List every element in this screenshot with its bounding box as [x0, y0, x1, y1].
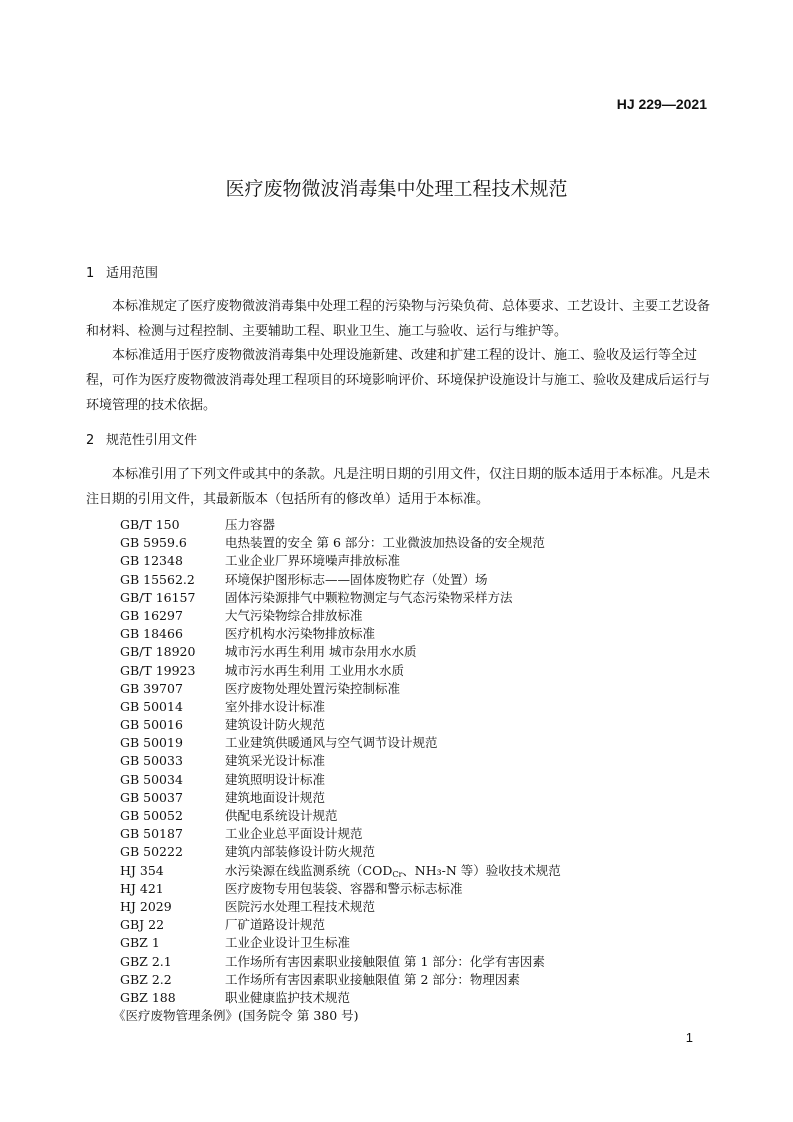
reference-code: GB 50014 — [120, 698, 183, 714]
reference-title: 工业企业厂界环境噪声排放标准 — [225, 553, 401, 569]
reference-code: GBZ 188 — [120, 989, 176, 1005]
reference-title-part: 、NH₃-N 等）验收技术规范 — [402, 862, 561, 878]
reference-title: 固体污染源排气中颗粒物测定与气态污染物采样方法 — [225, 589, 513, 605]
reference-code: GB 16297 — [120, 607, 183, 623]
reference-item — [120, 934, 720, 952]
reference-title: 职业健康监护技术规范 — [225, 989, 351, 1005]
section-1-title: 适用范围 — [106, 266, 159, 281]
reference-title: 环境保护图形标志——固体废物贮存（处置）场 — [225, 571, 488, 587]
reference-code: GBZ 2.1 — [120, 953, 172, 969]
reference-title: 建筑设计防火规范 — [225, 717, 326, 733]
reference-item — [120, 825, 720, 843]
reference-title-part: 水污染源在线监测系统（COD — [225, 862, 393, 878]
section-1-paragraph-1: 本标准规定了医疗废物微波消毒集中处理工程的污染物与污染负荷、总体要求、工艺设计、主要工艺设备和材料、检测与过程控制、主要辅助工程、职业卫生、施工与验收、运行与维护等。 — [86, 299, 711, 339]
reference-item — [120, 916, 720, 934]
reference-item — [120, 607, 720, 625]
reference-title — [225, 862, 720, 880]
reference-item — [120, 752, 720, 770]
reference-code: HJ 421 — [120, 880, 164, 896]
reference-item — [120, 716, 720, 734]
section-2-heading — [86, 429, 197, 448]
reference-item — [120, 589, 720, 607]
reference-code: HJ 2029 — [120, 898, 172, 914]
reference-title: 大气污染物综合排放标准 — [225, 607, 363, 623]
reference-item — [120, 734, 720, 752]
reference-code: GB/T 16157 — [120, 589, 196, 605]
reference-item — [120, 862, 720, 880]
reference-title: 城市污水再生利用 工业用水水质 — [225, 662, 404, 678]
reference-item — [120, 971, 720, 989]
reference-title-subscript: Cr — [392, 869, 403, 879]
reference-item — [120, 680, 720, 698]
reference-item — [120, 662, 720, 680]
reference-code: GB 18466 — [120, 626, 183, 642]
reference-title: 建筑内部装修设计防火规范 — [225, 844, 376, 860]
reference-title: 城市污水再生利用 城市杂用水水质 — [225, 644, 417, 660]
reference-code: GBZ 2.2 — [120, 971, 172, 987]
reference-title: 工作场所有害因素职业接触限值 第 1 部分：化学有害因素 — [225, 953, 545, 969]
reference-title: 建筑地面设计规范 — [225, 789, 326, 805]
reference-item — [120, 843, 720, 861]
reference-code: GB 50037 — [120, 789, 183, 805]
reference-code: GB 12348 — [120, 553, 183, 569]
reference-title: 工业建筑供暖通风与空气调节设计规范 — [225, 735, 438, 751]
reference-item — [120, 989, 720, 1007]
reference-code: GB/T 150 — [120, 517, 180, 532]
section-1-heading — [86, 262, 158, 281]
section-2-intro: 本标准引用了下列文件或其中的条款。凡是注明日期的引用文件，仅注日期的版本适用于本标准。凡是未注日期的引用文件，其最新版本（包括所有的修改单）适用于本标准。 — [86, 467, 711, 507]
reference-title: 压力容器 — [225, 517, 276, 532]
reference-item — [120, 953, 720, 971]
reference-code: GBJ 22 — [120, 917, 165, 933]
reference-code: GB/T 19923 — [120, 662, 196, 678]
reference-title: 医院污水处理工程技术规范 — [225, 898, 376, 914]
reference-code: GB 50052 — [120, 808, 183, 823]
reference-title: 医疗机构水污染物排放标准 — [225, 626, 376, 642]
reference-code: GB 15562.2 — [120, 571, 195, 587]
reference-code: GB 39707 — [120, 680, 183, 696]
reference-code: GB 50033 — [120, 753, 183, 769]
reference-item — [120, 571, 720, 589]
reference-code: GB/T 18920 — [120, 644, 196, 660]
reference-code: GB 50034 — [120, 771, 183, 787]
reference-code: GB 5959.6 — [120, 535, 187, 551]
reference-title: 建筑照明设计标准 — [225, 771, 326, 787]
standard-code: HJ 229—2021 — [616, 96, 707, 112]
reference-code: GB 50222 — [120, 844, 183, 860]
reference-code: GBZ 1 — [120, 935, 160, 951]
reference-list — [120, 516, 720, 1007]
reference-title: 医疗废物专用包装袋、容器和警示标志标准 — [225, 880, 463, 896]
reference-title: 供配电系统设计规范 — [225, 808, 338, 823]
reference-code: GB 50019 — [120, 735, 183, 751]
reference-title: 医疗废物处理处置污染控制标准 — [225, 680, 401, 696]
reference-code: GB 50016 — [120, 717, 183, 733]
reference-code: GB 50187 — [120, 826, 183, 842]
section-2-number: 2 — [86, 433, 95, 448]
section-1-paragraph-2: 本标准适用于医疗废物微波消毒集中处理设施新建、改建和扩建工程的设计、施工、验收及运行等全过程，可作为医疗废物微波消毒处理工程项目的环境影响评价、环境保护设施设计与施工、验收及建成后运行与环境管理的技术依据。 — [86, 348, 711, 413]
reference-item — [120, 625, 720, 643]
reference-title: 工业企业总平面设计规范 — [225, 826, 363, 842]
reference-item — [120, 516, 720, 534]
reference-title: 工业企业设计卫生标准 — [225, 935, 351, 951]
reference-item — [120, 789, 720, 807]
section-2-title: 规范性引用文件 — [106, 433, 198, 448]
page-number: 1 — [685, 1030, 693, 1045]
reference-item — [120, 807, 720, 825]
reference-title: 室外排水设计标准 — [225, 698, 326, 714]
reference-title: 电热装置的安全 第 6 部分：工业微波加热设备的安全规范 — [225, 535, 545, 551]
reference-item — [120, 534, 720, 552]
reference-code: HJ 354 — [120, 862, 164, 878]
section-1-number: 1 — [86, 266, 95, 281]
reference-title: 建筑采光设计标准 — [225, 753, 326, 769]
reference-item — [120, 698, 720, 716]
reference-item — [120, 552, 720, 570]
reference-title: 厂矿道路设计规范 — [225, 917, 326, 933]
reference-item — [120, 643, 720, 661]
reference-title: 工作场所有害因素职业接触限值 第 2 部分：物理因素 — [225, 971, 520, 987]
reference-item — [120, 880, 720, 898]
reference-item — [120, 771, 720, 789]
reference-item — [120, 898, 720, 916]
regulation-reference: 《医疗废物管理条例》(国务院令 第 380 号) — [113, 1008, 359, 1023]
document-title: 医疗废物微波消毒集中处理工程技术规范 — [225, 178, 568, 200]
